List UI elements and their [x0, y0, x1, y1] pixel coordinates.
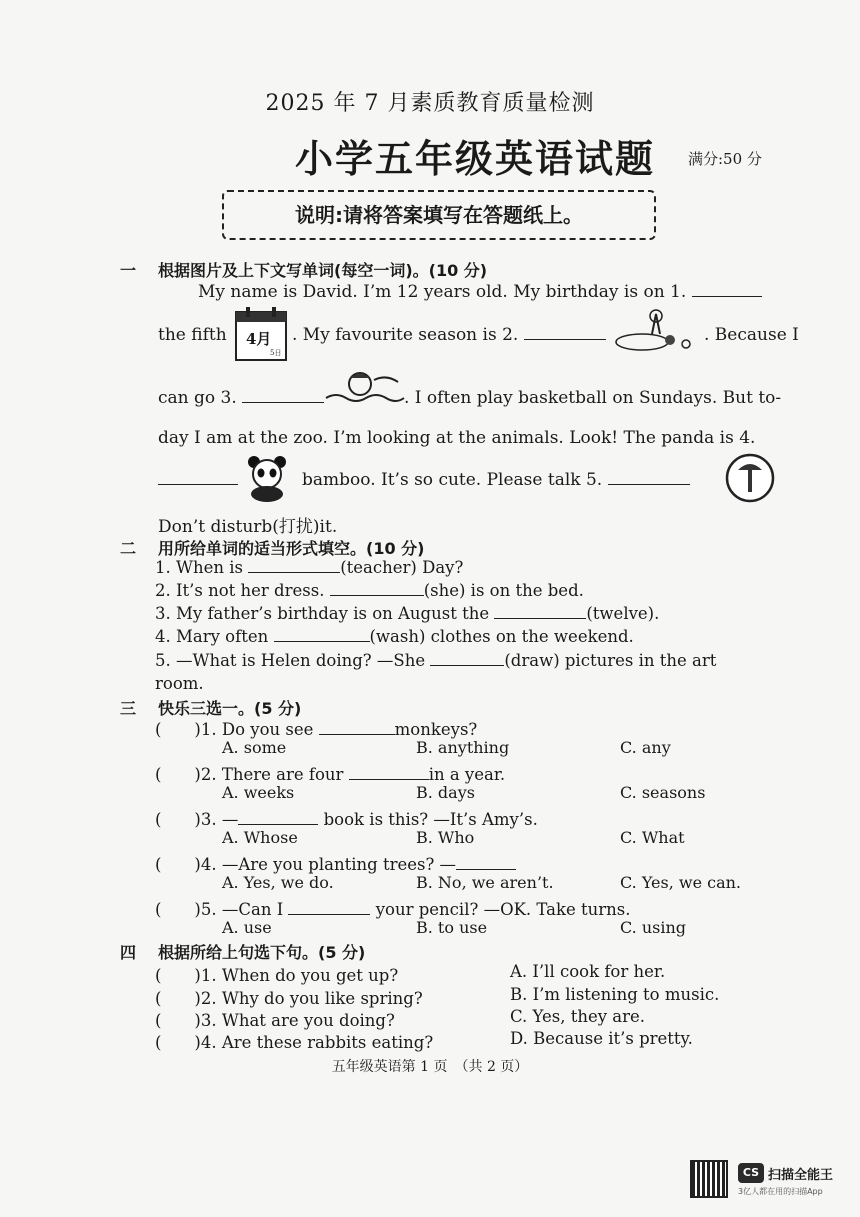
s3-blank5[interactable] — [288, 900, 370, 915]
quiet-sign-icon — [724, 452, 776, 504]
s3-q4-optC[interactable]: C. Yes, we can. — [620, 873, 742, 892]
section4-number: 四 — [120, 943, 137, 962]
exam-title: 2025 年 7 月素质教育质量检测 — [265, 91, 595, 116]
s3-q3-post: book is this? —It’s Amy’s. — [323, 810, 538, 829]
s2-q1a: 1. When is — [155, 558, 243, 577]
s1-blank2[interactable] — [524, 325, 606, 340]
s1-blank4-wrap — [158, 470, 238, 490]
s3-q5-optA[interactable]: A. use — [222, 918, 272, 937]
section1-heading — [120, 258, 487, 281]
s3-q3-optB[interactable]: B. Who — [416, 828, 475, 847]
s1-line2c-wrap — [704, 325, 799, 345]
s3-q5-optC[interactable]: C. using — [620, 918, 687, 937]
s4-q1: ( )1. When do you get up? — [155, 966, 399, 985]
s3-q5 — [155, 896, 630, 920]
s3-blank3[interactable] — [238, 810, 318, 825]
s1-line6-wrap — [158, 512, 337, 537]
full-score: 满分:50 分 — [688, 150, 762, 168]
note-box — [222, 190, 656, 240]
s3-q1-pre: ( )1. Do you see — [155, 720, 314, 739]
s1-line6: Don’t disturb(打扰)it. — [158, 517, 338, 537]
s2-q4 — [155, 627, 634, 646]
scanner-app-name: 扫描全能王 — [768, 1168, 834, 1183]
s4-a1: A. I’ll cook for her. — [510, 962, 666, 981]
s1-blank4[interactable] — [158, 470, 238, 485]
section1-title: 根据图片及上下文写单词(每空一词)。(10 分) — [158, 261, 488, 280]
s1-line3b-wrap — [404, 388, 781, 408]
s3-q2-optA[interactable]: A. weeks — [222, 783, 295, 802]
s3-q5-optB[interactable]: B. to use — [416, 918, 488, 937]
s1-blank1[interactable] — [692, 282, 762, 297]
section2-heading — [120, 536, 424, 559]
cs-logo: CS — [738, 1163, 764, 1183]
s2-q5b: (draw) pictures in the art — [504, 651, 717, 670]
section2-title: 用所给单词的适当形式填空。(10 分) — [158, 539, 425, 558]
calendar-icon — [234, 306, 288, 362]
calendar-month: 4月 — [246, 330, 272, 348]
s3-q3-optA[interactable]: A. Whose — [222, 828, 298, 847]
s3-q5-pre: ( )5. —Can I — [155, 900, 284, 919]
s4-q2: ( )2. Why do you like spring? — [155, 989, 423, 1008]
section3-title: 快乐三选一。(5 分) — [158, 699, 302, 718]
s3-q4 — [155, 851, 516, 875]
section1-number: 一 — [120, 261, 137, 280]
s3-q1-optC[interactable]: C. any — [620, 738, 671, 757]
s3-q2 — [155, 761, 505, 785]
s1-line4-wrap — [158, 428, 755, 448]
scanner-app-tagline: 3亿人都在用的扫描App — [738, 1187, 823, 1196]
s3-q5-post: your pencil? —OK. Take turns. — [375, 900, 631, 919]
note-text: 说明:请将答案填写在答题纸上。 — [295, 203, 583, 227]
autumn-leaves-icon — [612, 304, 704, 354]
section4-title: 根据所给上句选下句。(5 分) — [158, 943, 366, 962]
s2-q3a: 3. My father’s birthday is on August the — [155, 604, 490, 623]
s3-q2-pre: ( )2. There are four — [155, 765, 344, 784]
s3-q4-optB[interactable]: B. No, we aren’t. — [416, 873, 554, 892]
s1-line2 — [158, 325, 227, 345]
s3-blank1[interactable] — [319, 720, 395, 735]
s2-blank5[interactable] — [430, 651, 504, 666]
calendar-day: 5日 — [270, 349, 282, 357]
s3-blank4[interactable] — [456, 855, 516, 870]
s4-a3: C. Yes, they are. — [510, 1007, 646, 1026]
subject-title: 小学五年级英语试题 — [295, 137, 656, 181]
s3-q1 — [155, 716, 477, 740]
s3-q1-optA[interactable]: A. some — [222, 738, 287, 757]
s2-q4a: 4. Mary often — [155, 627, 269, 646]
s2-q5 — [155, 651, 716, 670]
section4-heading — [120, 940, 365, 963]
s3-q4-pre: ( )4. —Are you planting trees? — — [155, 855, 457, 874]
s2-q2a: 2. It’s not her dress. — [155, 581, 325, 600]
s4-a2: B. I’m listening to music. — [510, 985, 720, 1004]
s2-q5c-wrap — [155, 674, 204, 693]
s3-q2-post: in a year. — [428, 765, 506, 784]
s3-blank2[interactable] — [349, 765, 429, 780]
section2-number: 二 — [120, 539, 137, 558]
s1-blank3[interactable] — [242, 388, 324, 403]
s3-q1-post: monkeys? — [394, 720, 478, 739]
s2-q2b: (she) is on the bed. — [423, 581, 584, 600]
s1-line4: day I am at the zoo. I’m looking at the animals. Look! The panda is 4. — [158, 428, 756, 448]
s2-q5a: 5. —What is Helen doing? —She — [155, 651, 426, 670]
s2-blank4[interactable] — [274, 627, 370, 642]
page-footer: 五年级英语第 1 页 （共 2 页） — [331, 1059, 529, 1075]
section3-number: 三 — [120, 699, 137, 718]
s1-line2b-wrap — [292, 325, 606, 345]
s3-q1-optB[interactable]: B. anything — [416, 738, 510, 757]
s4-q3: ( )3. What are you doing? — [155, 1011, 395, 1030]
s3-q3-optC[interactable]: C. What — [620, 828, 685, 847]
swimming-boy-icon — [324, 366, 406, 412]
s4-a4: D. Because it’s pretty. — [510, 1029, 693, 1048]
panda-icon — [240, 454, 296, 502]
s1-line1 — [198, 282, 762, 302]
s3-q3-pre: ( )3. — — [155, 810, 239, 829]
s1-line3a: can go 3. — [158, 388, 237, 408]
s2-blank3[interactable] — [494, 604, 586, 619]
s2-q2 — [155, 581, 584, 600]
s2-blank1[interactable] — [248, 558, 340, 573]
s1-line5a: bamboo. It’s so cute. Please talk 5. — [302, 470, 603, 490]
s2-q5c: room. — [155, 674, 204, 693]
s1-blank5[interactable] — [608, 470, 690, 485]
s1-line5-wrap — [302, 470, 690, 490]
s3-q2-optC[interactable]: C. seasons — [620, 783, 706, 802]
s3-q2-optB[interactable]: B. days — [416, 783, 475, 802]
s2-q4b: (wash) clothes on the weekend. — [369, 627, 634, 646]
s1-line1-text: My name is David. I’m 12 years old. My birthday is on 1. — [198, 282, 687, 302]
s1-line2c: . Because I — [704, 325, 799, 345]
s3-q3 — [155, 806, 538, 830]
s2-q1 — [155, 558, 463, 577]
s2-q3b: (twelve). — [586, 604, 660, 623]
s3-q4-optA[interactable]: A. Yes, we do. — [222, 873, 334, 892]
s1-line2a: the fifth — [158, 325, 227, 345]
s1-line2b: . My favourite season is 2. — [292, 325, 519, 345]
s2-blank2[interactable] — [330, 581, 424, 596]
s1-line3b: . I often play basketball on Sundays. But to- — [404, 388, 782, 408]
s2-q3 — [155, 604, 659, 623]
s1-line3a-wrap — [158, 388, 324, 408]
s2-q1b: (teacher) Day? — [340, 558, 464, 577]
qr-code-icon — [690, 1160, 728, 1198]
s4-q4: ( )4. Are these rabbits eating? — [155, 1033, 434, 1052]
